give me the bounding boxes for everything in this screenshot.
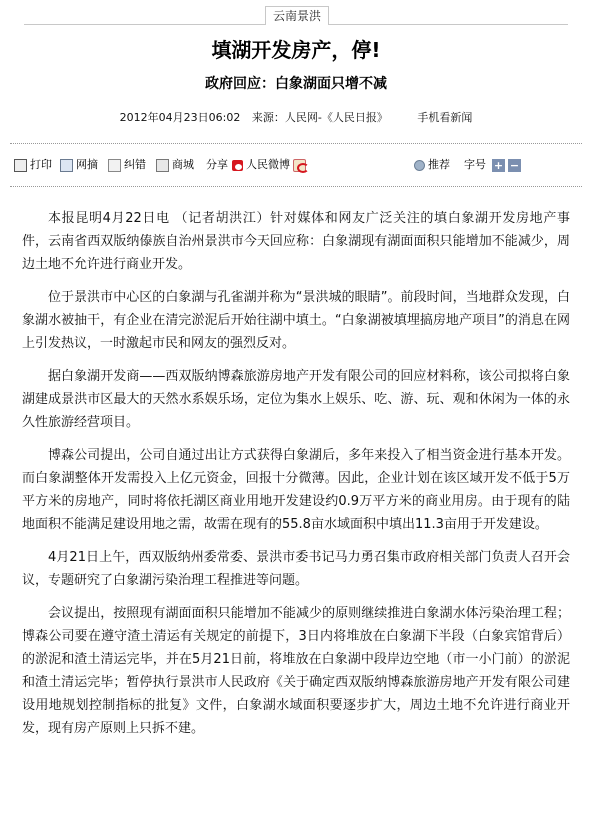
edit-icon bbox=[108, 159, 121, 172]
paragraph: 4月21日上午，西双版纳州委常委、景洪市委书记马力勇召集市政府相关部门负责人召开会议，专题研究了白象湖污染治理工程推进等问题。 bbox=[22, 550, 570, 588]
sina-weibo-icon[interactable] bbox=[293, 159, 306, 172]
correction-label: 纠错 bbox=[124, 158, 146, 171]
share-group bbox=[206, 154, 309, 176]
weibo-label[interactable]: 人民微博 bbox=[246, 158, 290, 171]
region-tab[interactable]: 云南景洪 bbox=[265, 6, 329, 25]
paragraph: 本报昆明4月22日电 （记者胡洪江）针对媒体和网友广泛关注的填白象湖开发房地产事件，云南省西双版纳傣族自治州景洪市今天回应称：白象湖现有湖面面积只能增加不能减少，周边土地不允许进行商业开发。 bbox=[22, 211, 570, 272]
region-header bbox=[24, 3, 568, 25]
recommend-label: 推荐 bbox=[428, 158, 450, 171]
print-button[interactable] bbox=[14, 154, 52, 176]
article-meta bbox=[0, 110, 592, 126]
font-increase-button[interactable]: + bbox=[493, 158, 504, 172]
business-button[interactable] bbox=[156, 154, 194, 176]
recommend-icon bbox=[414, 160, 425, 171]
article-subtitle: 政府回应：白象湖面只增不减 bbox=[205, 76, 387, 92]
paragraph: 博森公司提出，公司自通过出让方式获得白象湖后，多年来投入了相当资金进行基本开发。而白象湖整体开发需投入上亿元资金，回报十分微薄。因此，企业计划在该区域开发不低于5万平方米的房地产，同时将依托湖区商业用地开发建设约0.9万平方米的商业用房。由于现有的陆地面积不能满足建设用地之需，故需在现有的55.8亩水域面积中填出11.3亩用于开发建设。 bbox=[22, 448, 570, 532]
article-datetime: 2012年04月23日06:02 bbox=[119, 111, 241, 124]
font-size-control bbox=[464, 154, 521, 176]
net-excerpt-button[interactable] bbox=[60, 154, 98, 176]
shop-icon bbox=[156, 159, 169, 172]
net-excerpt-label: 网摘 bbox=[76, 158, 98, 171]
share-label: 分享 bbox=[206, 158, 228, 171]
article-source[interactable]: 来源：人民网-《人民日报》 bbox=[251, 111, 388, 124]
divider-bottom bbox=[10, 186, 582, 187]
divider-top bbox=[10, 143, 582, 144]
article-body bbox=[22, 207, 570, 740]
correction-button[interactable] bbox=[108, 154, 146, 176]
printer-icon bbox=[14, 159, 27, 172]
bookmark-icon bbox=[60, 159, 73, 172]
font-size-label: 字号 bbox=[464, 158, 486, 171]
paragraph: 位于景洪市中心区的白象湖与孔雀湖并称为“景洪城的眼睛”。前段时间，当地群众发现，白象湖水被抽干，有企业在清完淤泥后开始往湖中填土。“白象湖被填埋搞房地产项目”的消息在网上引发热议，一时激起市民和网友的强烈反对。 bbox=[22, 290, 570, 351]
print-label: 打印 bbox=[30, 158, 52, 171]
paragraph: 据白象湖开发商——西双版纳博森旅游房地产开发有限公司的回应材料称，该公司拟将白象湖建成景洪市区最大的天然水系娱乐场，定位为集水上娱乐、吃、游、玩、观和休闲为一体的永久性旅游经营项目。 bbox=[22, 369, 570, 430]
recommend-button[interactable] bbox=[414, 154, 450, 176]
paragraph: 会议提出，按照现有湖面面积只能增加不能减少的原则继续推进白象湖水体污染治理工程；博森公司要在遵守渣土清运有关规定的前提下，3日内将堆放在白象湖下半段（白象宾馆背后）的淤泥和渣土清运完毕，并在5月21日前，将堆放在白象湖中段岸边空地（市一小门前）的淤泥和渣土清运完毕；暂停执行景洪市人民政府《关于确定西双版纳博森旅游房地产开发有限公司建设用地规划控制指标的批复》文件，白象湖水域面积要逐步扩大，周边土地不允许进行商业开发，现有房产原则上只拆不建。 bbox=[22, 606, 570, 736]
mobile-news-link[interactable]: 手机看新闻 bbox=[417, 111, 473, 124]
business-label: 商城 bbox=[172, 158, 194, 171]
people-weibo-icon[interactable] bbox=[232, 160, 243, 171]
article-title: 填湖开发房产，停! bbox=[211, 38, 381, 62]
article-toolbar bbox=[10, 154, 582, 176]
font-decrease-button[interactable]: − bbox=[509, 158, 520, 172]
